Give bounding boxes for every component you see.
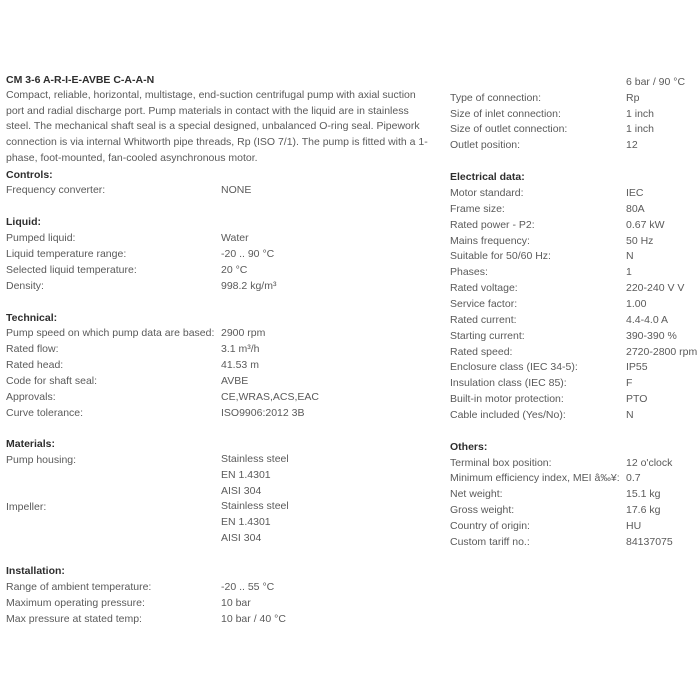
spec-label: Pump speed on which pump data are based: [6, 327, 215, 339]
spec-label: Gross weight: [450, 504, 515, 516]
product-title: CM 3-6 A-R-I-E-AVBE C-A-A-N [6, 74, 155, 86]
spec-label: Built-in motor protection: [450, 393, 564, 405]
liquid-heading: Liquid: [6, 216, 41, 228]
spec-value: HU [626, 520, 642, 532]
installation-heading: Installation: [6, 565, 65, 577]
spec-value: AISI 304 [221, 484, 262, 497]
impeller-values [221, 499, 289, 546]
spec-value: -20 .. 90 °C [221, 248, 275, 260]
spec-value: -20 .. 55 °C [221, 581, 275, 593]
spec-value: 20 °C [221, 264, 248, 276]
spec-label: Phases: [450, 266, 488, 278]
electrical-heading: Electrical data: [450, 171, 525, 183]
pump-housing-values [221, 452, 289, 499]
spec-value: 80A [626, 203, 645, 215]
spec-value: 84137075 [626, 536, 673, 548]
spec-value: N [626, 409, 634, 421]
spec-label: Rated head: [6, 359, 64, 371]
spec-label: Rated current: [450, 314, 517, 326]
spec-value: 1.00 [626, 298, 647, 310]
spec-value: Water [221, 232, 249, 244]
spec-value: 10 bar [221, 597, 251, 609]
spec-label: Insulation class (IEC 85): [450, 377, 567, 389]
spec-value: 4.4-4.0 A [626, 314, 669, 326]
spec-value: 6 bar / 90 °C [626, 76, 686, 88]
spec-label: Motor standard: [450, 187, 524, 199]
spec-value: IP55 [626, 361, 648, 373]
spec-label: Approvals: [6, 391, 56, 403]
spec-label: Cable included (Yes/No): [450, 409, 566, 421]
spec-value: 220-240 V V [626, 282, 685, 294]
spec-value: EN 1.4301 [221, 515, 271, 528]
others-heading: Others: [450, 441, 488, 453]
spec-value: AISI 304 [221, 531, 262, 544]
spec-label: Service factor: [450, 298, 518, 310]
spec-value: Stainless steel [221, 453, 289, 465]
spec-value: 12 [626, 139, 638, 151]
spec-label: Density: [6, 280, 44, 292]
spec-value: CE,WRAS,ACS,EAC [221, 391, 320, 403]
materials-heading: Materials: [6, 438, 56, 450]
spec-value: 0.67 kW [626, 219, 665, 231]
spec-value: 390-390 % [626, 330, 677, 342]
spec-value: 50 Hz [626, 235, 654, 247]
spec-label: Enclosure class (IEC 34-5): [450, 361, 578, 373]
spec-value: NONE [221, 184, 252, 196]
spec-value: 2900 rpm [221, 327, 266, 339]
spec-value: EN 1.4301 [221, 468, 271, 481]
spec-label: Impeller: [6, 501, 47, 513]
spec-value: Rp [626, 92, 640, 104]
spec-value: 2720-2800 rpm [626, 346, 698, 358]
spec-label: Outlet position: [450, 139, 521, 151]
spec-label: Curve tolerance: [6, 407, 84, 419]
technical-heading: Technical: [6, 312, 58, 324]
spec-label: Rated voltage: [450, 282, 518, 294]
spec-label: Rated flow: [6, 343, 59, 355]
spec-label: Pumped liquid: [6, 232, 76, 244]
spec-value: 1 inch [626, 123, 655, 135]
product-description: Compact, reliable, horizontal, multistage, end-suction centrifugal pump with axial suction port and radial discharge port. Pump materials in contact with the liquid are in stainless steel. The mechanical shaft seal is a special designed, unbalanced O-ring seal. Pipework connection is via internal Whitworth pipe threads, Rp (ISO 7/1). The pump is fitted with a 1-phase, foot-mounted, fan-cooled asynchronous motor. [6, 89, 428, 164]
spec-label: Type of connection: [450, 92, 542, 104]
spec-label: Maximum operating pressure: [6, 597, 145, 609]
spec-value: 3.1 m³/h [221, 343, 260, 355]
spec-label: Rated speed: [450, 346, 513, 358]
spec-label: Country of origin: [450, 520, 530, 532]
spec-value: 41.53 m [221, 359, 259, 371]
spec-label: Max pressure at stated temp: [6, 613, 142, 625]
spec-value: PTO [626, 393, 648, 405]
spec-value: Stainless steel [221, 500, 289, 512]
spec-value: N [626, 250, 634, 262]
spec-value: 10 bar / 40 °C [221, 613, 286, 625]
spec-value: IEC [626, 187, 644, 199]
spec-label: Frame size: [450, 203, 505, 215]
spec-label: Starting current: [450, 330, 525, 342]
spec-value: 1 [626, 266, 632, 278]
spec-label: Range of ambient temperature: [6, 581, 152, 593]
spec-label: Minimum efficiency index, MEI â‰¥: [450, 472, 620, 484]
spec-label: Net weight: [450, 488, 503, 500]
spec-label: Code for shaft seal: [6, 375, 98, 387]
spec-label: Liquid temperature range: [6, 248, 127, 260]
spec-label: Mains frequency: [450, 235, 530, 247]
spec-label: Rated power - P2: [450, 219, 535, 231]
spec-value: 1 inch [626, 108, 655, 120]
spec-value: 15.1 kg [626, 488, 661, 500]
controls-heading: Controls: [6, 169, 53, 181]
spec-value: F [626, 377, 633, 389]
spec-label: Selected liquid temperature: [6, 264, 137, 276]
spec-value: AVBE [221, 375, 249, 387]
spec-label: Size of inlet connection: [450, 108, 561, 120]
spec-value: 12 o'clock [626, 457, 673, 469]
spec-label: Size of outlet connection: [450, 123, 568, 135]
spec-value: 17.6 kg [626, 504, 661, 516]
spec-label: Terminal box position: [450, 457, 552, 469]
spec-label: Pump housing: [6, 454, 77, 466]
spec-label: Frequency converter: [6, 184, 106, 196]
spec-value: 998.2 kg/m³ [221, 280, 277, 292]
spec-label: Custom tariff no.: [450, 536, 530, 548]
spec-value: ISO9906:2012 3B [221, 407, 305, 419]
spec-value: 0.7 [626, 472, 641, 484]
spec-label: Suitable for 50/60 Hz: [450, 250, 551, 262]
